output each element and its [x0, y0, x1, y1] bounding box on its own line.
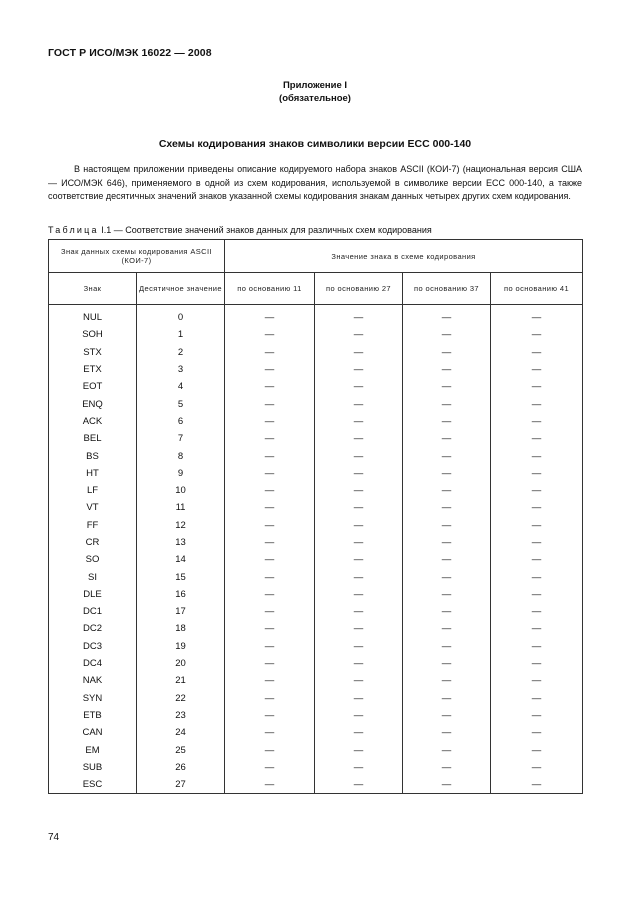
cell-char: CR — [49, 534, 137, 551]
document-header: ГОСТ Р ИСО/МЭК 16022 — 2008 — [48, 47, 212, 59]
cell-base11: — — [225, 655, 315, 672]
table-row — [49, 413, 583, 430]
table-caption-text: I.1 — Соответствие значений знаков данных для различных схем кодирования — [101, 225, 432, 235]
cell-base27: — — [315, 603, 403, 620]
cell-base37: — — [403, 707, 491, 724]
cell-char: CAN — [49, 724, 137, 741]
cell-base27: — — [315, 499, 403, 516]
cell-base27: — — [315, 517, 403, 534]
table-caption-label: Таблица — [48, 225, 99, 235]
cell-base27: — — [315, 413, 403, 430]
table-row — [49, 517, 583, 534]
cell-base27: — — [315, 586, 403, 603]
cell-base11: — — [225, 551, 315, 568]
column-header-base41: по основанию 41 — [491, 273, 583, 305]
cell-base41: — — [491, 517, 583, 534]
cell-base37: — — [403, 482, 491, 499]
cell-char: ACK — [49, 413, 137, 430]
cell-decimal: 2 — [137, 344, 225, 361]
table-caption — [48, 225, 432, 235]
cell-decimal: 13 — [137, 534, 225, 551]
cell-decimal: 15 — [137, 568, 225, 585]
table-row — [49, 586, 583, 603]
cell-base41: — — [491, 413, 583, 430]
group-header-encoding: Значение знака в схеме кодирования — [225, 240, 583, 273]
table-row — [49, 430, 583, 447]
cell-char: NUL — [49, 309, 137, 326]
page-number: 74 — [48, 832, 60, 843]
cell-base27: — — [315, 534, 403, 551]
cell-char: SUB — [49, 759, 137, 776]
cell-base27: — — [315, 378, 403, 395]
cell-base11: — — [225, 413, 315, 430]
cell-base41: — — [491, 309, 583, 326]
cell-decimal: 6 — [137, 413, 225, 430]
table-row — [49, 776, 583, 794]
cell-base41: — — [491, 568, 583, 585]
cell-decimal: 23 — [137, 707, 225, 724]
cell-base11: — — [225, 517, 315, 534]
cell-base11: — — [225, 465, 315, 482]
cell-decimal: 22 — [137, 690, 225, 707]
cell-base11: — — [225, 586, 315, 603]
table-row — [49, 724, 583, 741]
cell-base37: — — [403, 690, 491, 707]
cell-base11: — — [225, 499, 315, 516]
cell-char: NAK — [49, 672, 137, 689]
cell-base37: — — [403, 465, 491, 482]
cell-base37: — — [403, 430, 491, 447]
cell-base37: — — [403, 724, 491, 741]
cell-base41: — — [491, 447, 583, 464]
cell-base37: — — [403, 741, 491, 758]
cell-base37: — — [403, 378, 491, 395]
cell-base11: — — [225, 534, 315, 551]
cell-base27: — — [315, 776, 403, 794]
cell-base27: — — [315, 344, 403, 361]
table-row — [49, 690, 583, 707]
table-row — [49, 620, 583, 637]
cell-base11: — — [225, 603, 315, 620]
cell-base41: — — [491, 776, 583, 794]
cell-base41: — — [491, 551, 583, 568]
cell-char: ETX — [49, 361, 137, 378]
cell-base37: — — [403, 499, 491, 516]
cell-decimal: 19 — [137, 638, 225, 655]
cell-base27: — — [315, 724, 403, 741]
cell-base41: — — [491, 620, 583, 637]
cell-char: DC1 — [49, 603, 137, 620]
cell-base37: — — [403, 344, 491, 361]
cell-decimal: 9 — [137, 465, 225, 482]
table-row — [49, 638, 583, 655]
cell-base37: — — [403, 361, 491, 378]
cell-base11: — — [225, 430, 315, 447]
cell-char: ETB — [49, 707, 137, 724]
table-row — [49, 361, 583, 378]
column-header-base37: по основанию 37 — [403, 273, 491, 305]
cell-base41: — — [491, 344, 583, 361]
cell-base11: — — [225, 672, 315, 689]
group-header-ascii: Знак данных схемы кодирования ASCII (КОИ-7) — [49, 240, 225, 273]
column-header-char: Знак — [49, 273, 137, 305]
table-row — [49, 534, 583, 551]
cell-char: EM — [49, 741, 137, 758]
cell-base27: — — [315, 741, 403, 758]
cell-base41: — — [491, 603, 583, 620]
cell-base11: — — [225, 568, 315, 585]
cell-base41: — — [491, 724, 583, 741]
cell-base11: — — [225, 309, 315, 326]
cell-char: HT — [49, 465, 137, 482]
cell-base11: — — [225, 344, 315, 361]
cell-char: BS — [49, 447, 137, 464]
cell-base41: — — [491, 482, 583, 499]
table-row — [49, 707, 583, 724]
cell-base41: — — [491, 690, 583, 707]
cell-base37: — — [403, 413, 491, 430]
cell-decimal: 14 — [137, 551, 225, 568]
cell-base37: — — [403, 672, 491, 689]
encoding-table — [48, 239, 583, 794]
cell-base27: — — [315, 568, 403, 585]
table-row — [49, 447, 583, 464]
cell-base37: — — [403, 551, 491, 568]
cell-base27: — — [315, 482, 403, 499]
cell-decimal: 0 — [137, 309, 225, 326]
cell-char: ESC — [49, 776, 137, 794]
cell-base41: — — [491, 430, 583, 447]
cell-base11: — — [225, 759, 315, 776]
table-body — [49, 309, 583, 794]
intro-paragraph: В настоящем приложении приведены описание кодируемого набора знаков ASCII (КОИ-7) (национальная версия США — ИСО/МЭК 646), применяемого в одной из схем кодирования, используемой в символике версии ЕСС 000-140, а также соответствие десятичных значений знаков указанной схемы кодирования знакам данных четырех других схем кодирования. — [48, 164, 582, 201]
cell-base37: — — [403, 309, 491, 326]
cell-base41: — — [491, 361, 583, 378]
cell-base27: — — [315, 430, 403, 447]
table-row — [49, 309, 583, 326]
cell-char: ENQ — [49, 395, 137, 412]
cell-base11: — — [225, 638, 315, 655]
cell-base41: — — [491, 586, 583, 603]
cell-base37: — — [403, 586, 491, 603]
cell-base11: — — [225, 326, 315, 343]
table-row — [49, 395, 583, 412]
table-row — [49, 378, 583, 395]
table-row — [49, 482, 583, 499]
cell-base37: — — [403, 395, 491, 412]
cell-base11: — — [225, 741, 315, 758]
cell-base11: — — [225, 447, 315, 464]
cell-base11: — — [225, 776, 315, 794]
cell-char: SOH — [49, 326, 137, 343]
cell-char: VT — [49, 499, 137, 516]
cell-base41: — — [491, 655, 583, 672]
cell-char: SI — [49, 568, 137, 585]
cell-base27: — — [315, 672, 403, 689]
cell-base27: — — [315, 638, 403, 655]
cell-decimal: 25 — [137, 741, 225, 758]
cell-decimal: 12 — [137, 517, 225, 534]
cell-base41: — — [491, 672, 583, 689]
cell-base37: — — [403, 447, 491, 464]
column-header-base27: по основанию 27 — [315, 273, 403, 305]
table-row — [49, 326, 583, 343]
table-row — [49, 499, 583, 516]
cell-decimal: 18 — [137, 620, 225, 637]
cell-base27: — — [315, 620, 403, 637]
cell-decimal: 21 — [137, 672, 225, 689]
cell-char: LF — [49, 482, 137, 499]
column-header-base11: по основанию 11 — [225, 273, 315, 305]
cell-decimal: 17 — [137, 603, 225, 620]
cell-base11: — — [225, 378, 315, 395]
cell-char: BEL — [49, 430, 137, 447]
cell-base37: — — [403, 759, 491, 776]
table-row — [49, 655, 583, 672]
cell-base41: — — [491, 395, 583, 412]
cell-base41: — — [491, 638, 583, 655]
cell-base37: — — [403, 603, 491, 620]
cell-char: DC3 — [49, 638, 137, 655]
cell-base11: — — [225, 361, 315, 378]
cell-decimal: 16 — [137, 586, 225, 603]
cell-base27: — — [315, 361, 403, 378]
cell-base27: — — [315, 551, 403, 568]
cell-decimal: 24 — [137, 724, 225, 741]
cell-base27: — — [315, 309, 403, 326]
cell-char: DC4 — [49, 655, 137, 672]
table-row — [49, 551, 583, 568]
cell-char: SYN — [49, 690, 137, 707]
cell-base27: — — [315, 690, 403, 707]
cell-base27: — — [315, 395, 403, 412]
cell-base41: — — [491, 741, 583, 758]
table-row — [49, 603, 583, 620]
cell-base41: — — [491, 534, 583, 551]
table-row — [49, 741, 583, 758]
cell-decimal: 20 — [137, 655, 225, 672]
cell-decimal: 27 — [137, 776, 225, 794]
cell-decimal: 4 — [137, 378, 225, 395]
cell-base11: — — [225, 482, 315, 499]
cell-decimal: 5 — [137, 395, 225, 412]
cell-base37: — — [403, 517, 491, 534]
cell-base37: — — [403, 638, 491, 655]
table-row — [49, 568, 583, 585]
cell-base41: — — [491, 499, 583, 516]
cell-decimal: 3 — [137, 361, 225, 378]
cell-base37: — — [403, 326, 491, 343]
cell-char: SO — [49, 551, 137, 568]
table-row — [49, 465, 583, 482]
cell-base37: — — [403, 568, 491, 585]
table-row — [49, 672, 583, 689]
cell-base27: — — [315, 326, 403, 343]
cell-base37: — — [403, 655, 491, 672]
cell-base11: — — [225, 620, 315, 637]
cell-base11: — — [225, 395, 315, 412]
cell-base41: — — [491, 707, 583, 724]
cell-char: DLE — [49, 586, 137, 603]
cell-base37: — — [403, 620, 491, 637]
cell-base37: — — [403, 534, 491, 551]
cell-base27: — — [315, 465, 403, 482]
cell-base41: — — [491, 326, 583, 343]
cell-decimal: 1 — [137, 326, 225, 343]
cell-decimal: 11 — [137, 499, 225, 516]
cell-base27: — — [315, 759, 403, 776]
cell-base41: — — [491, 378, 583, 395]
cell-decimal: 8 — [137, 447, 225, 464]
cell-base27: — — [315, 447, 403, 464]
cell-decimal: 7 — [137, 430, 225, 447]
cell-base27: — — [315, 655, 403, 672]
cell-decimal: 10 — [137, 482, 225, 499]
annex-subtitle: (обязательное) — [279, 93, 351, 104]
section-title: Схемы кодирования знаков символики версии ЕСС 000-140 — [158, 138, 472, 150]
table-row — [49, 759, 583, 776]
cell-char: FF — [49, 517, 137, 534]
cell-base37: — — [403, 776, 491, 794]
cell-char: EOT — [49, 378, 137, 395]
cell-base11: — — [225, 724, 315, 741]
cell-base27: — — [315, 707, 403, 724]
cell-base41: — — [491, 465, 583, 482]
column-header-decimal: Десятичное значение — [137, 273, 225, 305]
cell-char: DC2 — [49, 620, 137, 637]
cell-base11: — — [225, 707, 315, 724]
cell-decimal: 26 — [137, 759, 225, 776]
annex-title: Приложение I — [282, 80, 348, 91]
cell-char: STX — [49, 344, 137, 361]
cell-base41: — — [491, 759, 583, 776]
cell-base11: — — [225, 690, 315, 707]
table-row — [49, 344, 583, 361]
